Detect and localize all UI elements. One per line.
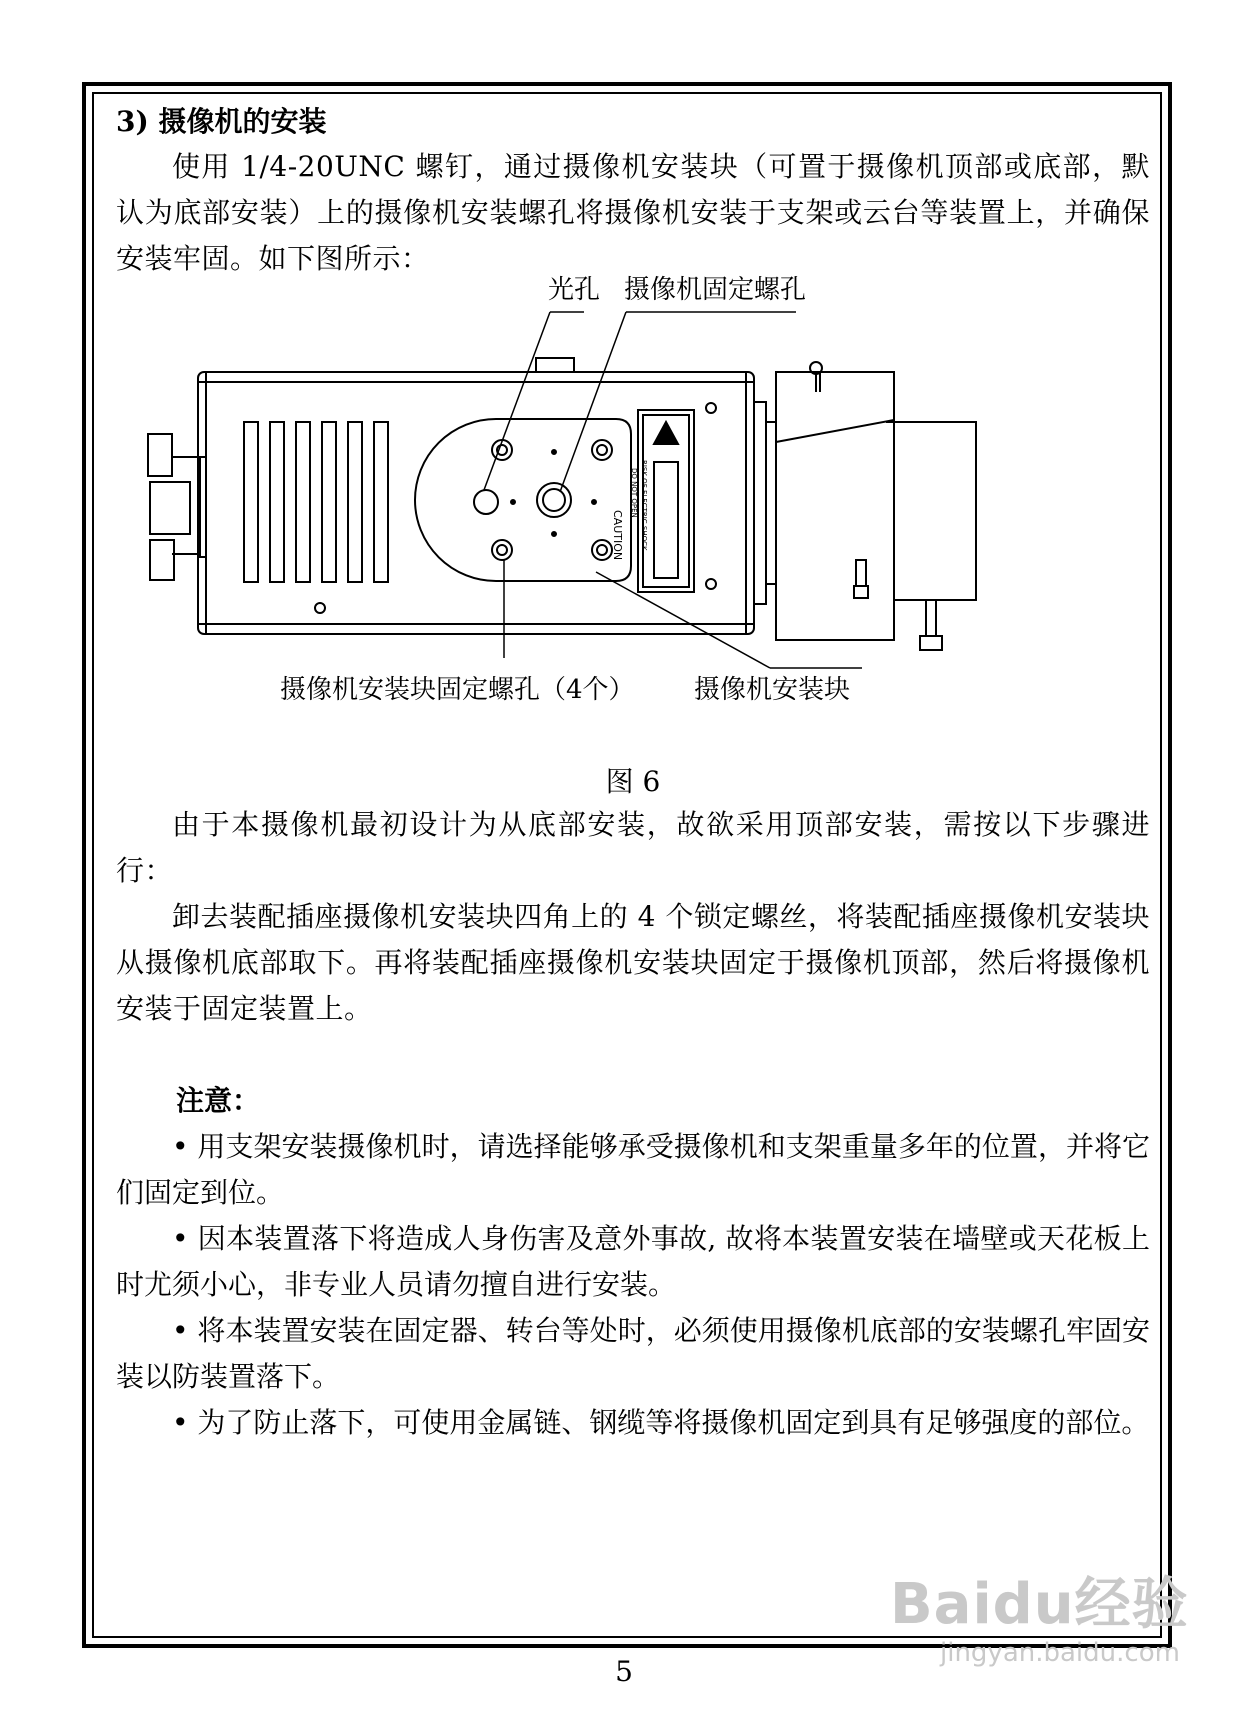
caution-text: CAUTION (611, 510, 624, 561)
caution-sub2: DO NOT OPEN (630, 468, 638, 518)
label-mounting-block: 摄像机安装块 (694, 675, 851, 705)
body-paragraph-3: 卸去装配插座摄像机安装块四角上的 4 个锁定螺丝，将装配插座摄像机安装块从摄像机底部取下。再将装配插座摄像机安装块固定于摄像机顶部，然后将摄像机安装于固定装置上。 (116, 900, 1150, 1025)
note-item: • 用支架安装摄像机时，请选择能够承受摄像机和支架重量多年的位置，并将它们固定到位。 (116, 1130, 1150, 1209)
label-light-hole: 光孔 (548, 275, 601, 305)
intro-paragraph: 使用 1/4-20UNC 螺钉，通过摄像机安装块（可置于摄像机顶部或底部，默认为底部安装）上的摄像机安装螺孔将摄像机安装于支架或云台等装置上，并确保安装牢固。如下图所示： (116, 150, 1150, 275)
watermark-sub: jingyan.baidu.com (940, 1638, 1180, 1668)
label-block-screws: 摄像机安装块固定螺孔（4个） (280, 675, 635, 705)
note-item: • 将本装置安装在固定器、转台等处时，必须使用摄像机底部的安装螺孔牢固安装以防装置落下。 (116, 1314, 1150, 1393)
section-heading: 3) 摄像机的安装 (116, 105, 327, 138)
note-item: • 因本装置落下将造成人身伤害及意外事故, 故将本装置安装在墙壁或天花板上时尤须小心，非专业人员请勿擅自进行安装。 (116, 1222, 1150, 1301)
watermark-main: Baidu经验 (890, 1572, 1189, 1637)
caution-sub1: RISK OF ELECTRIC SHOCK (640, 460, 648, 551)
camera-figure (116, 275, 1150, 802)
page-content (116, 100, 1150, 1446)
mounting-block (415, 419, 631, 581)
lens-assembly (754, 362, 976, 650)
note-item: • 为了防止落下，可使用金属链、钢缆等将摄像机固定到具有足够强度的部位。 (172, 1406, 1150, 1439)
page-number: 5 (615, 1655, 633, 1688)
baidu-watermark (880, 1560, 1210, 1680)
label-fix-hole: 摄像机固定螺孔 (624, 275, 807, 305)
body-paragraph-2: 由于本摄像机最初设计为从底部安装，故欲采用顶部安装，需按以下步骤进行： (116, 808, 1150, 887)
figure-caption: 图 6 (605, 765, 661, 798)
notes-title: 注意： (176, 1084, 261, 1117)
spacer (116, 1032, 1150, 1078)
vent-slots (244, 422, 388, 582)
